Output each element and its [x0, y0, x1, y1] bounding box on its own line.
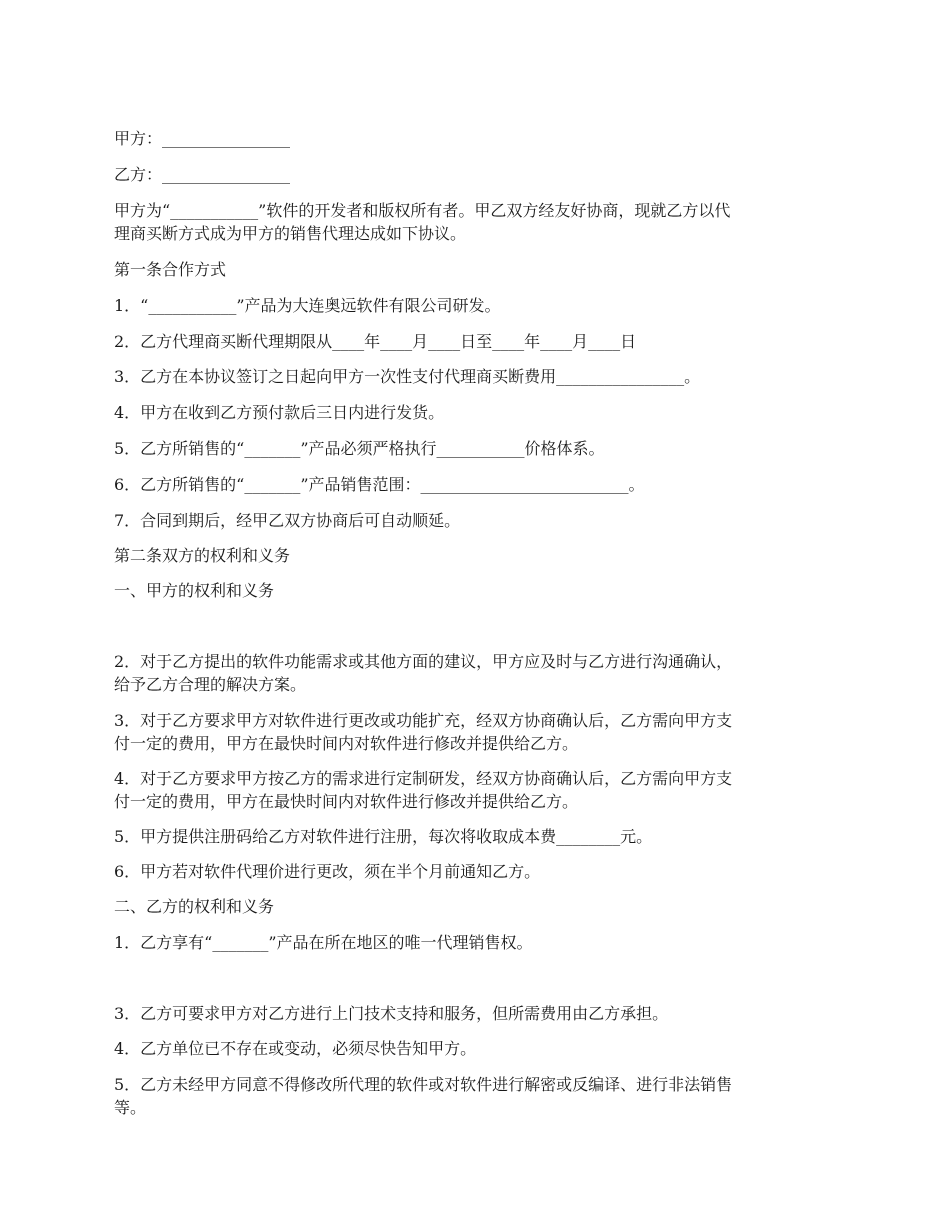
- clause-1-4: 4．甲方在收到乙方预付款后三日内进行发货。: [114, 403, 445, 422]
- clause-1-7: 7．合同到期后，经甲乙双方协商后可自动顺延。: [114, 511, 461, 530]
- preamble-line-2: 理商买断方式成为甲方的销售代理达成如下协议。: [114, 224, 467, 243]
- clause-1-1: 1．“___________”产品为大连奥远软件有限公司研发。: [114, 296, 501, 315]
- clause-a-3-line-1: 3．对于乙方要求甲方对软件进行更改或功能扩充，经双方协商确认后，乙方需向甲方支: [114, 711, 733, 730]
- clause-1-6: 6．乙方所销售的“_______”产品销售范围：__________________________。: [114, 475, 645, 494]
- article-1-heading: 第一条合作方式: [114, 260, 227, 279]
- party-b-line: 乙方：________________: [114, 165, 291, 184]
- clause-a-6: 6．甲方若对软件代理价进行更改，须在半个月前通知乙方。: [114, 862, 541, 881]
- clause-b-1: 1．乙方享有“_______”产品在所在地区的唯一代理销售权。: [114, 933, 533, 952]
- clause-a-3-line-2: 付一定的费用，甲方在最快时间内对软件进行修改并提供给乙方。: [114, 734, 579, 753]
- clause-b-5-line-2: 等。: [114, 1098, 147, 1117]
- article-2-heading: 第二条双方的权利和义务: [114, 546, 291, 565]
- clause-b-4: 4．乙方单位已不存在或变动，必须尽快告知甲方。: [114, 1039, 477, 1058]
- clause-a-2-line-1: 2．对于乙方提出的软件功能需求或其他方面的建议，甲方应及时与乙方进行沟通确认，: [114, 652, 733, 671]
- clause-1-5: 5．乙方所销售的“_______”产品必须严格执行___________价格体系。: [114, 439, 605, 458]
- preamble-line-1: 甲方为“___________”软件的开发者和版权所有者。甲乙双方经友好协商，现就乙方以代: [114, 201, 731, 220]
- clause-1-2: 2．乙方代理商买断代理期限从____年____月____日至____年____月____日: [114, 332, 637, 351]
- clause-a-4-line-2: 付一定的费用，甲方在最快时间内对软件进行修改并提供给乙方。: [114, 792, 579, 811]
- section-party-a-heading: 一、甲方的权利和义务: [114, 581, 275, 600]
- clause-1-3: 3．乙方在本协议签订之日起向甲方一次性支付代理商买断费用________________。: [114, 367, 701, 386]
- clause-a-2-line-2: 给予乙方合理的解决方案。: [114, 675, 307, 694]
- section-party-b-heading: 二、乙方的权利和义务: [114, 897, 275, 916]
- party-a-line: 甲方：________________: [114, 129, 291, 148]
- clause-b-3: 3．乙方可要求甲方对乙方进行上门技术支持和服务，但所需费用由乙方承担。: [114, 1004, 669, 1023]
- clause-a-4-line-1: 4．对于乙方要求甲方按乙方的需求进行定制研发，经双方协商确认后，乙方需向甲方支: [114, 769, 733, 788]
- clause-a-5: 5．甲方提供注册码给乙方对软件进行注册，每次将收取成本费________元。: [114, 827, 653, 846]
- clause-b-5-line-1: 5．乙方未经甲方同意不得修改所代理的软件或对软件进行解密或反编译、进行非法销售: [114, 1075, 733, 1094]
